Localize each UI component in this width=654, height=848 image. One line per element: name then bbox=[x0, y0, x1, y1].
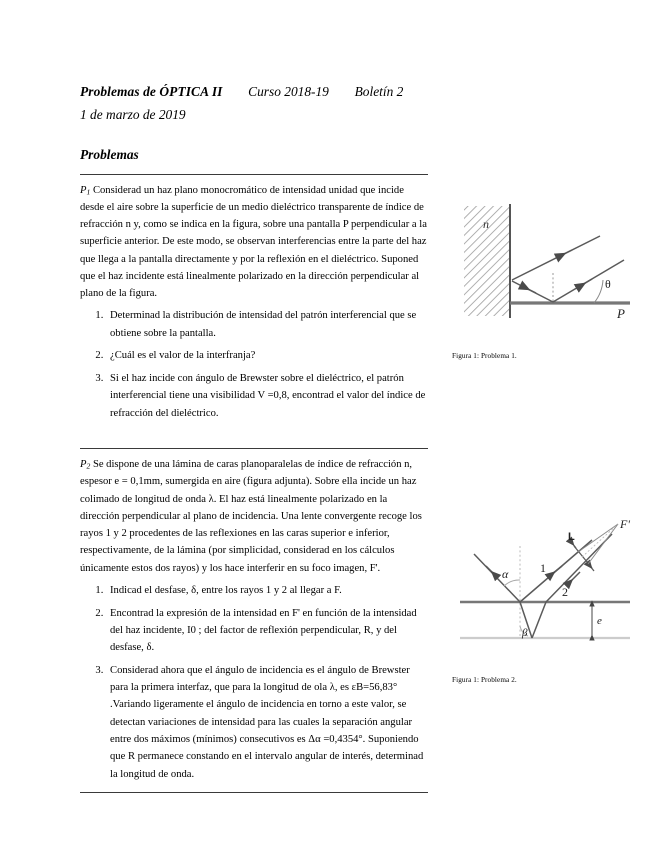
document-title: Problemas de ÓPTICA II bbox=[80, 84, 223, 99]
problem-1-label-sub: 1 bbox=[86, 187, 91, 197]
incident-ray-upper bbox=[512, 236, 600, 280]
problem-1-statement bbox=[80, 182, 428, 303]
list-item: 2. ¿Cuál es el valor de la interfranja? bbox=[106, 347, 428, 364]
figure-2-diagram bbox=[452, 510, 637, 670]
lens-arrow-top bbox=[572, 543, 576, 548]
beta-label: β bbox=[522, 626, 528, 639]
incident-ray-arrow bbox=[486, 566, 494, 574]
incident-ray-upper-arrow bbox=[562, 250, 572, 255]
focus-label: F' bbox=[620, 516, 630, 531]
figure-2-caption: Figura 1: Problema 2. bbox=[452, 675, 517, 684]
theta-arc bbox=[594, 280, 603, 303]
internal-reflected-ray bbox=[532, 602, 546, 638]
theta-label: θ bbox=[605, 276, 611, 291]
document-header bbox=[80, 82, 618, 103]
ray-2-label: 2 bbox=[562, 584, 568, 599]
divider-top bbox=[80, 174, 428, 175]
thickness-label: e bbox=[597, 614, 602, 627]
screen-label: P bbox=[617, 305, 625, 321]
list-item: 3. Si el haz incide con ángulo de Brewster sobre el dieléctrico, el patrón interferencial tiene una visibilidad V =0,8, encontrad el valor del índice de refracción del dieléctrico. bbox=[106, 370, 428, 422]
incident-ray-lower-arrow bbox=[582, 279, 592, 285]
problem-2-questions bbox=[80, 582, 428, 783]
list-item: 1. Indicad el desfase, δ, entre los rayos 1 y 2 al llegar a F. bbox=[106, 582, 428, 599]
alpha-label: α bbox=[502, 566, 509, 581]
problem-2-label-sub: 2 bbox=[86, 461, 91, 471]
figure-1-diagram bbox=[452, 196, 637, 346]
document-date: 1 de marzo de 2019 bbox=[80, 106, 186, 122]
problem-1-body: Considerad un haz plano monocromático de intensidad unidad que incide desde el aire sobre la superficie de un medio dieléctrico transparente de índice de refracción n y, como se indica en la figura, sobre una pantalla P perpendicular a la superficie anterior. De este modo, se observan interferencias entre la parte del haz que llega a la pantalla directamente y por la reflexión en el dieléctrico. Suponed que el haz incidente está linealmente polarizado en la dirección perpendicular al plano de la figura. bbox=[80, 184, 427, 300]
divider-middle bbox=[80, 448, 428, 449]
text-column bbox=[80, 174, 428, 793]
lens-label: L bbox=[568, 530, 575, 543]
problem-1-label: P bbox=[80, 184, 87, 196]
list-item: 2. Encontrad la expresión de la intensidad en F' en función de la intensidad del haz incidente, I0 ; del factor de reflexión perpendicular, R, y del desfase, δ. bbox=[106, 605, 428, 657]
course-label: Curso 2018-19 bbox=[248, 84, 329, 99]
bulletin-label: Boletín 2 bbox=[354, 84, 404, 99]
ray-1-arrow bbox=[552, 566, 562, 574]
problem-2-statement bbox=[80, 456, 428, 577]
ray-2 bbox=[546, 534, 612, 602]
document-body bbox=[80, 174, 630, 793]
converging-ray-dashed bbox=[582, 524, 618, 557]
ray-2-arrow bbox=[570, 572, 580, 582]
incident-ray bbox=[474, 554, 520, 602]
problem-2-label: P bbox=[80, 458, 87, 470]
figure-1 bbox=[452, 196, 637, 360]
ray-1-label: 1 bbox=[540, 560, 546, 575]
converging-ray-b bbox=[588, 524, 618, 564]
medium-label: n bbox=[483, 216, 489, 231]
list-item: 3. Considerad ahora que el ángulo de incidencia es el ángulo de Brewster para la primera interfaz, que para la longitud de ola λ, es εB=56,83° .Variando ligeramente el ángulo de incidencia en torno a este valor, se detectan variaciones de intensidad para las cuales la separación angular entre dos máximos (mínimos) consecutivos es Δα =0,4354°. Suponiendo que R permanece constando en el intervalo angular de interés, determinad la longitud de onda. bbox=[106, 662, 428, 783]
lens-arrow-bottom bbox=[590, 566, 594, 571]
list-item: 1. Determinad la distribución de intensidad del patrón interferencial que se obtiene sobre la pantalla. bbox=[106, 307, 428, 342]
figure-1-caption: Figura 1: Problema 1. bbox=[452, 351, 517, 360]
problem-2-body: Se dispone de una lámina de caras planoparalelas de índice de refracción n, espesor e = 0,1mm, sumergida en aire (figura adjunta). Sobre ella incide un haz colimado de longitud de onda λ. El haz está linealmente polarizado en la dirección perpendicular al plano de incidencia. Una lente convergente recoge los rayos 1 y 2 procedentes de las reflexiones en las caras superior e inferior, respectivamente, de la lámina (por simplicidad, considerad en los cálculos únicamente estos dos rayos) y los hace interferir en su foco imagen, F'. bbox=[80, 458, 422, 574]
divider-bottom bbox=[80, 792, 428, 793]
section-heading: Problemas bbox=[80, 146, 139, 162]
figure-2 bbox=[452, 510, 637, 684]
reflected-ray-arrow bbox=[526, 288, 536, 293]
problem-1-questions bbox=[80, 307, 428, 422]
